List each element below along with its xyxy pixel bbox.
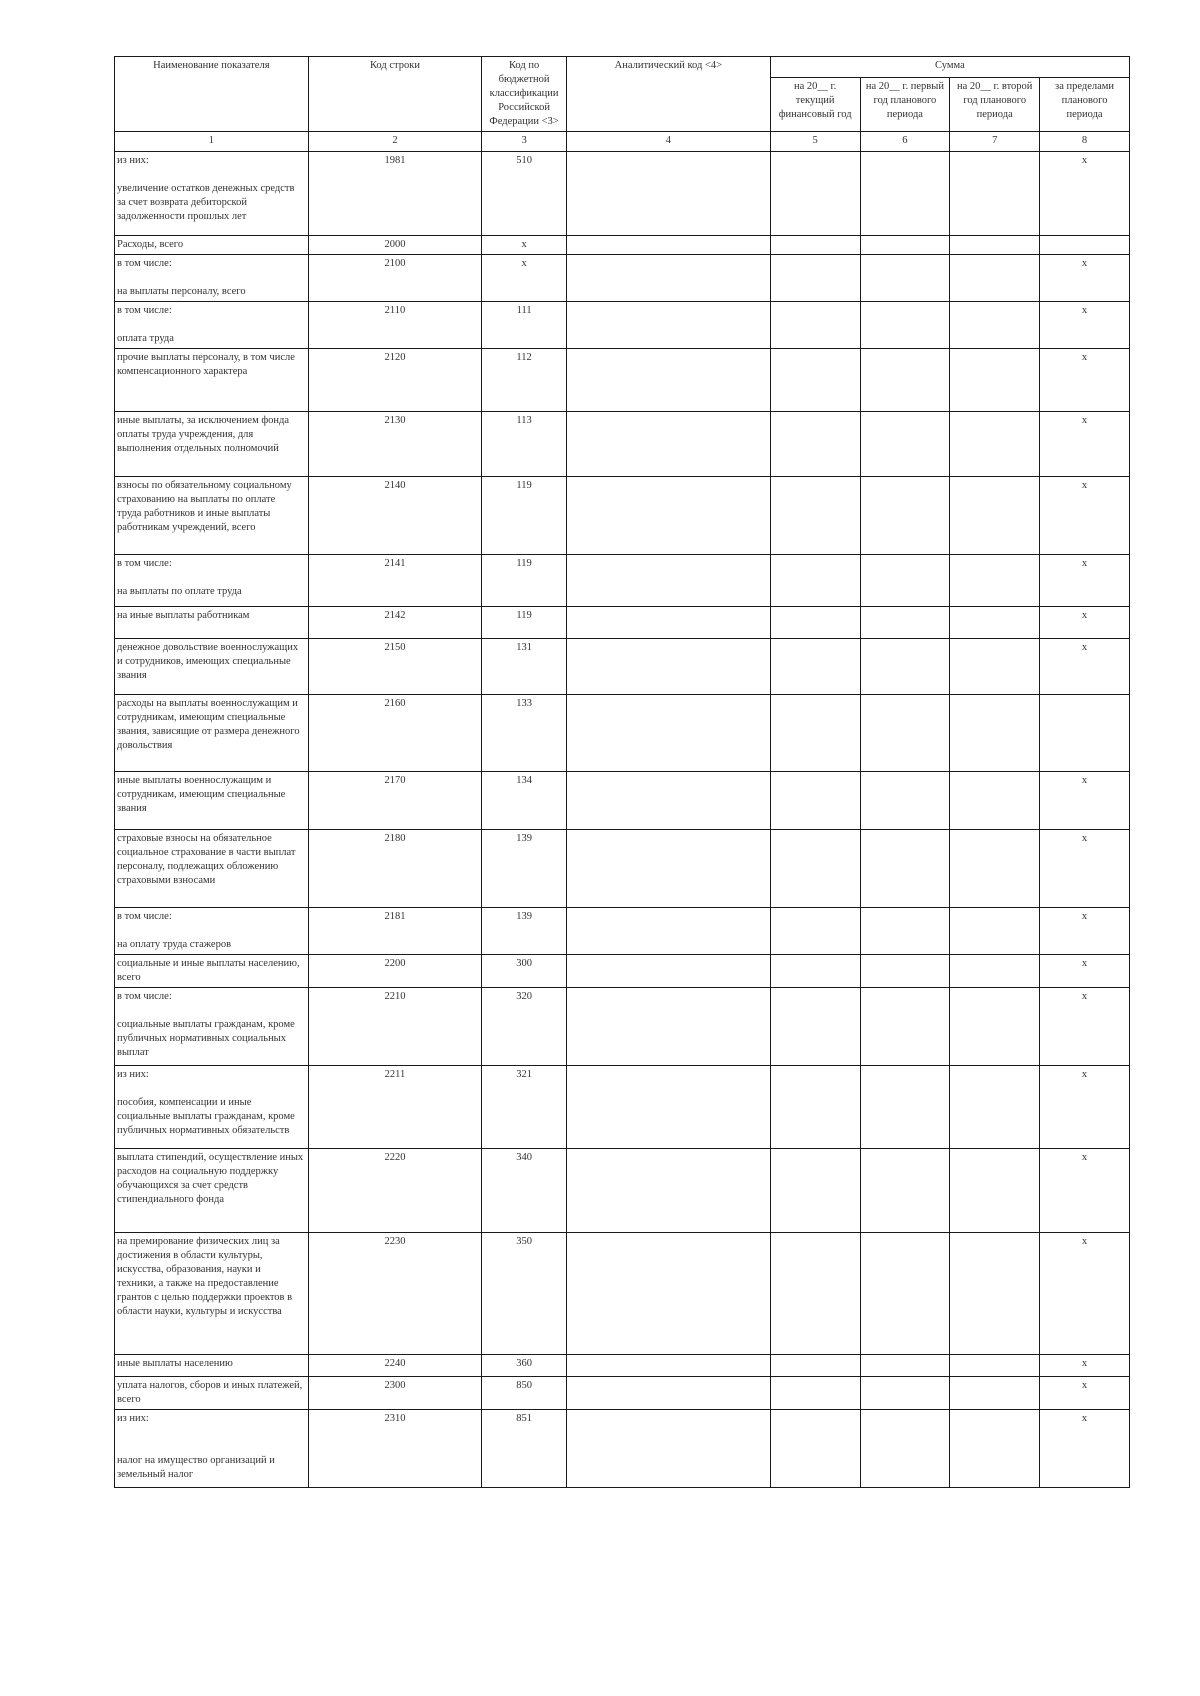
col-number-6: 6 bbox=[860, 132, 950, 152]
row-sum-current-year bbox=[770, 1377, 860, 1410]
row-sum-current-year bbox=[770, 772, 860, 830]
row-analytic-code bbox=[566, 908, 770, 955]
row-name: расходы на выплаты военнослужащим и сотрудникам, имеющим специальные звания, зависящие от размера денежного довольствия bbox=[115, 695, 309, 772]
header-name: Наименование показателя bbox=[115, 57, 309, 132]
row-sum-current-year bbox=[770, 695, 860, 772]
table-row bbox=[115, 412, 1130, 477]
row-budget-code: 340 bbox=[482, 1149, 567, 1233]
row-analytic-code bbox=[566, 695, 770, 772]
row-sum-beyond-plan: x bbox=[1040, 412, 1130, 477]
row-code: 2000 bbox=[308, 236, 482, 255]
row-sum-first-plan-year bbox=[860, 830, 950, 908]
row-sum-second-plan-year bbox=[950, 1233, 1040, 1355]
row-sum-beyond-plan: x bbox=[1040, 772, 1130, 830]
row-name: на премирование физических лиц за достижения в области культуры, искусства, образования, науки и техники, а также на предоставление грантов с целью поддержки проектов в области науки, культуры и искусства bbox=[115, 1233, 309, 1355]
row-budget-code: 119 bbox=[482, 477, 567, 555]
row-analytic-code bbox=[566, 477, 770, 555]
table-row bbox=[115, 152, 1130, 236]
row-sum-first-plan-year bbox=[860, 772, 950, 830]
table-row bbox=[115, 302, 1130, 349]
row-name: денежное довольствие военнослужащих и сотрудников, имеющих специальные звания bbox=[115, 639, 309, 695]
row-sum-second-plan-year bbox=[950, 302, 1040, 349]
row-budget-code: 350 bbox=[482, 1233, 567, 1355]
row-budget-code: x bbox=[482, 255, 567, 302]
row-sum-second-plan-year bbox=[950, 555, 1040, 607]
header-budget-code: Код по бюджетной классификации Российской Федерации <3> bbox=[482, 57, 567, 132]
row-sum-first-plan-year bbox=[860, 607, 950, 639]
row-sum-current-year bbox=[770, 988, 860, 1066]
col-number-3: 3 bbox=[482, 132, 567, 152]
row-sum-second-plan-year bbox=[950, 1355, 1040, 1377]
table-row bbox=[115, 555, 1130, 607]
row-code: 2300 bbox=[308, 1377, 482, 1410]
row-budget-code: 320 bbox=[482, 988, 567, 1066]
row-budget-code: 360 bbox=[482, 1355, 567, 1377]
row-code: 2130 bbox=[308, 412, 482, 477]
row-sum-beyond-plan: x bbox=[1040, 955, 1130, 988]
row-sum-beyond-plan: x bbox=[1040, 1377, 1130, 1410]
row-code: 2220 bbox=[308, 1149, 482, 1233]
row-name: страховые взносы на обязательное социальное страхование в части выплат персоналу, подлежащих обложению страховыми взносами bbox=[115, 830, 309, 908]
row-sum-current-year bbox=[770, 152, 860, 236]
row-sum-first-plan-year bbox=[860, 695, 950, 772]
row-sum-second-plan-year bbox=[950, 607, 1040, 639]
row-budget-code: 139 bbox=[482, 908, 567, 955]
row-sum-second-plan-year bbox=[950, 255, 1040, 302]
row-sum-first-plan-year bbox=[860, 255, 950, 302]
row-sum-beyond-plan: x bbox=[1040, 555, 1130, 607]
row-analytic-code bbox=[566, 1066, 770, 1149]
row-analytic-code bbox=[566, 772, 770, 830]
row-code: 2310 bbox=[308, 1410, 482, 1488]
col-number-5: 5 bbox=[770, 132, 860, 152]
table-row bbox=[115, 477, 1130, 555]
row-sum-first-plan-year bbox=[860, 1233, 950, 1355]
row-sum-current-year bbox=[770, 1066, 860, 1149]
table-row bbox=[115, 1149, 1130, 1233]
row-name: в том числе: социальные выплаты гражданам, кроме публичных нормативных социальных выплат bbox=[115, 988, 309, 1066]
row-analytic-code bbox=[566, 349, 770, 412]
table-row bbox=[115, 639, 1130, 695]
row-code: 2150 bbox=[308, 639, 482, 695]
row-code: 2160 bbox=[308, 695, 482, 772]
row-sum-current-year bbox=[770, 607, 860, 639]
row-budget-code: 321 bbox=[482, 1066, 567, 1149]
row-code: 1981 bbox=[308, 152, 482, 236]
row-code: 2141 bbox=[308, 555, 482, 607]
header-sum: Сумма bbox=[770, 57, 1129, 78]
row-sum-current-year bbox=[770, 255, 860, 302]
header-first-plan-year: на 20__ г. первый год планового периода bbox=[860, 77, 950, 131]
row-sum-beyond-plan: x bbox=[1040, 255, 1130, 302]
row-analytic-code bbox=[566, 639, 770, 695]
row-sum-current-year bbox=[770, 555, 860, 607]
row-sum-first-plan-year bbox=[860, 477, 950, 555]
row-budget-code: x bbox=[482, 236, 567, 255]
row-budget-code: 112 bbox=[482, 349, 567, 412]
row-name: в том числе: на выплаты персоналу, всего bbox=[115, 255, 309, 302]
row-sum-second-plan-year bbox=[950, 152, 1040, 236]
row-sum-beyond-plan: x bbox=[1040, 1355, 1130, 1377]
row-code: 2170 bbox=[308, 772, 482, 830]
row-analytic-code bbox=[566, 830, 770, 908]
row-sum-current-year bbox=[770, 1233, 860, 1355]
row-sum-current-year bbox=[770, 830, 860, 908]
row-sum-current-year bbox=[770, 302, 860, 349]
row-name: выплата стипендий, осуществление иных расходов на социальную поддержку обучающихся за счет средств стипендиального фонда bbox=[115, 1149, 309, 1233]
row-sum-current-year bbox=[770, 1149, 860, 1233]
table-row bbox=[115, 988, 1130, 1066]
row-code: 2100 bbox=[308, 255, 482, 302]
table-row bbox=[115, 772, 1130, 830]
row-code: 2200 bbox=[308, 955, 482, 988]
row-sum-beyond-plan: x bbox=[1040, 988, 1130, 1066]
col-number-7: 7 bbox=[950, 132, 1040, 152]
row-sum-first-plan-year bbox=[860, 412, 950, 477]
row-name: Расходы, всего bbox=[115, 236, 309, 255]
row-sum-second-plan-year bbox=[950, 639, 1040, 695]
row-sum-second-plan-year bbox=[950, 477, 1040, 555]
row-sum-first-plan-year bbox=[860, 349, 950, 412]
row-sum-second-plan-year bbox=[950, 955, 1040, 988]
table-row bbox=[115, 908, 1130, 955]
row-sum-beyond-plan: x bbox=[1040, 349, 1130, 412]
table-row bbox=[115, 695, 1130, 772]
row-budget-code: 133 bbox=[482, 695, 567, 772]
row-code: 2120 bbox=[308, 349, 482, 412]
row-sum-beyond-plan: x bbox=[1040, 607, 1130, 639]
row-analytic-code bbox=[566, 152, 770, 236]
row-sum-first-plan-year bbox=[860, 908, 950, 955]
row-sum-second-plan-year bbox=[950, 988, 1040, 1066]
row-analytic-code bbox=[566, 955, 770, 988]
header-second-plan-year: на 20__ г. второй год планового периода bbox=[950, 77, 1040, 131]
row-code: 2110 bbox=[308, 302, 482, 349]
row-sum-first-plan-year bbox=[860, 302, 950, 349]
row-budget-code: 510 bbox=[482, 152, 567, 236]
row-code: 2181 bbox=[308, 908, 482, 955]
row-sum-current-year bbox=[770, 236, 860, 255]
row-budget-code: 113 bbox=[482, 412, 567, 477]
row-budget-code: 119 bbox=[482, 555, 567, 607]
row-name: иные выплаты, за исключением фонда оплаты труда учреждения, для выполнения отдельных полномочий bbox=[115, 412, 309, 477]
budget-form-table bbox=[114, 56, 1130, 1488]
row-sum-first-plan-year bbox=[860, 236, 950, 255]
row-sum-second-plan-year bbox=[950, 236, 1040, 255]
row-sum-second-plan-year bbox=[950, 1149, 1040, 1233]
col-number-2: 2 bbox=[308, 132, 482, 152]
header-row-code: Код строки bbox=[308, 57, 482, 132]
row-code: 2142 bbox=[308, 607, 482, 639]
row-analytic-code bbox=[566, 302, 770, 349]
row-name: уплата налогов, сборов и иных платежей, всего bbox=[115, 1377, 309, 1410]
row-sum-beyond-plan: x bbox=[1040, 830, 1130, 908]
row-sum-second-plan-year bbox=[950, 695, 1040, 772]
col-number-8: 8 bbox=[1040, 132, 1130, 152]
row-sum-first-plan-year bbox=[860, 1410, 950, 1488]
row-sum-current-year bbox=[770, 639, 860, 695]
row-analytic-code bbox=[566, 555, 770, 607]
row-sum-first-plan-year bbox=[860, 152, 950, 236]
header-beyond-plan: за пределами планового периода bbox=[1040, 77, 1130, 131]
table-row bbox=[115, 607, 1130, 639]
row-sum-current-year bbox=[770, 412, 860, 477]
row-budget-code: 300 bbox=[482, 955, 567, 988]
row-sum-beyond-plan bbox=[1040, 695, 1130, 772]
row-code: 2240 bbox=[308, 1355, 482, 1377]
table-row bbox=[115, 1377, 1130, 1410]
header-analytic-code: Аналитический код <4> bbox=[566, 57, 770, 132]
row-sum-current-year bbox=[770, 908, 860, 955]
row-budget-code: 134 bbox=[482, 772, 567, 830]
row-sum-beyond-plan: x bbox=[1040, 1066, 1130, 1149]
row-name: в том числе: оплата труда bbox=[115, 302, 309, 349]
table-row bbox=[115, 955, 1130, 988]
row-sum-beyond-plan: x bbox=[1040, 477, 1130, 555]
row-analytic-code bbox=[566, 1355, 770, 1377]
row-sum-current-year bbox=[770, 955, 860, 988]
row-sum-first-plan-year bbox=[860, 555, 950, 607]
row-sum-current-year bbox=[770, 1355, 860, 1377]
table-row bbox=[115, 830, 1130, 908]
row-code: 2230 bbox=[308, 1233, 482, 1355]
row-sum-beyond-plan: x bbox=[1040, 639, 1130, 695]
row-name: взносы по обязательному социальному страхованию на выплаты по оплате труда работников и иные выплаты работникам учреждений, всего bbox=[115, 477, 309, 555]
row-analytic-code bbox=[566, 412, 770, 477]
row-budget-code: 131 bbox=[482, 639, 567, 695]
row-sum-first-plan-year bbox=[860, 1066, 950, 1149]
row-sum-beyond-plan: x bbox=[1040, 1149, 1130, 1233]
row-sum-second-plan-year bbox=[950, 1066, 1040, 1149]
row-name: из них: налог на имущество организаций и земельный налог bbox=[115, 1410, 309, 1488]
row-sum-current-year bbox=[770, 1410, 860, 1488]
row-code: 2211 bbox=[308, 1066, 482, 1149]
table-row bbox=[115, 255, 1130, 302]
row-sum-beyond-plan: x bbox=[1040, 1233, 1130, 1355]
row-code: 2140 bbox=[308, 477, 482, 555]
row-sum-current-year bbox=[770, 477, 860, 555]
row-name: из них: увеличение остатков денежных средств за счет возврата дебиторской задолженности прошлых лет bbox=[115, 152, 309, 236]
row-name: прочие выплаты персоналу, в том числе компенсационного характера bbox=[115, 349, 309, 412]
header-current-year: на 20__ г. текущий финансовый год bbox=[770, 77, 860, 131]
table-row bbox=[115, 1233, 1130, 1355]
row-analytic-code bbox=[566, 1233, 770, 1355]
row-sum-second-plan-year bbox=[950, 830, 1040, 908]
table-row bbox=[115, 1355, 1130, 1377]
col-number-1: 1 bbox=[115, 132, 309, 152]
row-sum-first-plan-year bbox=[860, 1149, 950, 1233]
col-number-4: 4 bbox=[566, 132, 770, 152]
row-budget-code: 851 bbox=[482, 1410, 567, 1488]
row-sum-second-plan-year bbox=[950, 772, 1040, 830]
row-name: в том числе: на оплату труда стажеров bbox=[115, 908, 309, 955]
row-sum-second-plan-year bbox=[950, 1377, 1040, 1410]
row-analytic-code bbox=[566, 236, 770, 255]
row-sum-second-plan-year bbox=[950, 412, 1040, 477]
row-budget-code: 111 bbox=[482, 302, 567, 349]
row-name: иные выплаты населению bbox=[115, 1355, 309, 1377]
table-row bbox=[115, 1066, 1130, 1149]
row-name: на иные выплаты работникам bbox=[115, 607, 309, 639]
row-sum-beyond-plan: x bbox=[1040, 152, 1130, 236]
row-sum-first-plan-year bbox=[860, 988, 950, 1066]
row-analytic-code bbox=[566, 607, 770, 639]
row-sum-beyond-plan: x bbox=[1040, 302, 1130, 349]
row-analytic-code bbox=[566, 1377, 770, 1410]
row-budget-code: 850 bbox=[482, 1377, 567, 1410]
table-row bbox=[115, 1410, 1130, 1488]
row-sum-second-plan-year bbox=[950, 908, 1040, 955]
row-analytic-code bbox=[566, 1149, 770, 1233]
row-sum-current-year bbox=[770, 349, 860, 412]
row-name: социальные и иные выплаты населению, всего bbox=[115, 955, 309, 988]
table-row bbox=[115, 236, 1130, 255]
row-sum-first-plan-year bbox=[860, 639, 950, 695]
row-analytic-code bbox=[566, 1410, 770, 1488]
row-budget-code: 119 bbox=[482, 607, 567, 639]
row-analytic-code bbox=[566, 988, 770, 1066]
row-name: из них: пособия, компенсации и иные социальные выплаты гражданам, кроме публичных нормативных обязательств bbox=[115, 1066, 309, 1149]
row-sum-first-plan-year bbox=[860, 1377, 950, 1410]
row-sum-beyond-plan: x bbox=[1040, 908, 1130, 955]
row-name: иные выплаты военнослужащим и сотрудникам, имеющим специальные звания bbox=[115, 772, 309, 830]
row-name: в том числе: на выплаты по оплате труда bbox=[115, 555, 309, 607]
row-code: 2210 bbox=[308, 988, 482, 1066]
row-sum-first-plan-year bbox=[860, 955, 950, 988]
row-sum-beyond-plan: x bbox=[1040, 1410, 1130, 1488]
table-row bbox=[115, 349, 1130, 412]
row-budget-code: 139 bbox=[482, 830, 567, 908]
row-sum-first-plan-year bbox=[860, 1355, 950, 1377]
row-sum-beyond-plan bbox=[1040, 236, 1130, 255]
row-analytic-code bbox=[566, 255, 770, 302]
row-sum-second-plan-year bbox=[950, 349, 1040, 412]
row-code: 2180 bbox=[308, 830, 482, 908]
row-sum-second-plan-year bbox=[950, 1410, 1040, 1488]
